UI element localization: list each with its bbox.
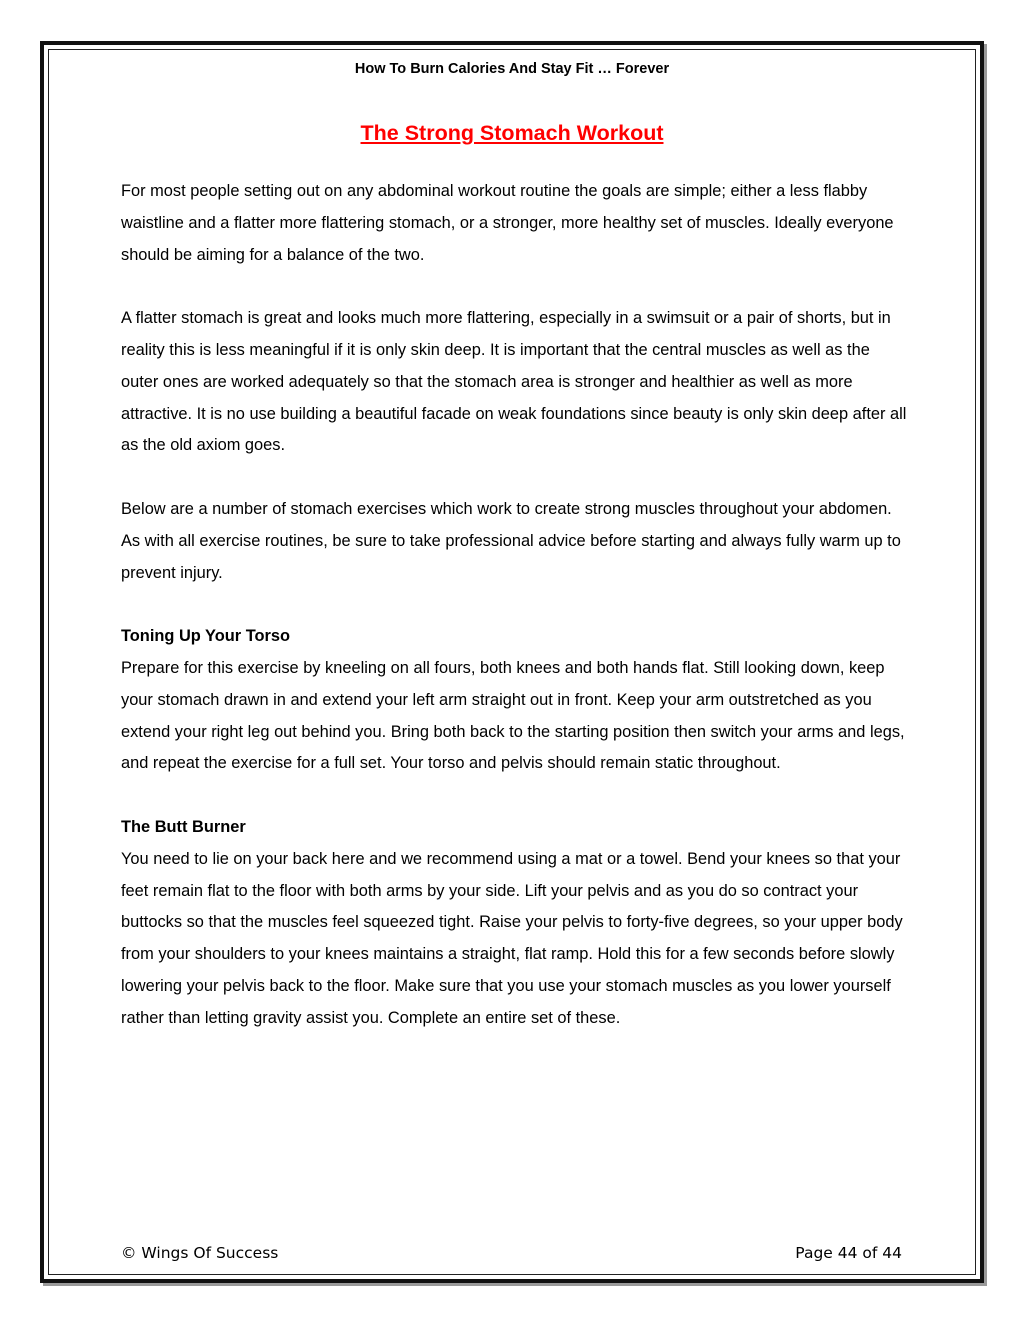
section-toning-torso bbox=[121, 621, 907, 780]
page-title: The Strong Stomach Workout bbox=[360, 121, 664, 145]
running-header: How To Burn Calories And Stay Fit … Forever bbox=[354, 61, 670, 77]
page-number: Page 44 of 44 bbox=[795, 1244, 902, 1262]
section-text: Prepare for this exercise by kneeling on all fours, both knees and both hands flat. Still looking down, keep your stomach drawn in and extend your left arm straight out in front. Keep your arm outstretched as you extend your right leg out behind you. Bring both back to the starting position then switch your arms and legs, and repeat the exercise for a full set. Your torso and pelvis should remain static throughout. bbox=[121, 658, 905, 773]
section-butt-burner bbox=[121, 812, 907, 1035]
paragraph-flatter-stomach: A flatter stomach is great and looks much more flattering, especially in a swimsuit or a pair of shorts, but in reality this is less meaningful if it is only skin deep. It is important that the central muscles as well as the outer ones are worked adequately so that the stomach area is stronger and healthier as well as more attractive. It is no use building a beautiful facade on weak foundations since beauty is only skin deep after all as the old axiom goes. bbox=[121, 309, 907, 455]
page-footer bbox=[121, 1244, 902, 1262]
section-heading: The Butt Burner bbox=[121, 817, 246, 836]
paragraph-intro: For most people setting out on any abdominal workout routine the goals are simple; either a less flabby waistline and a flatter more flattering stomach, or a stronger, more healthy set of muscles. Ideally everyone should be aiming for a balance of the two. bbox=[121, 182, 894, 264]
document-body bbox=[121, 176, 907, 1066]
paragraph-exercises-intro: Below are a number of stomach exercises which work to create strong muscles throughout your abdomen. As with all exercise routines, be sure to take professional advice before starting and always fully warm up to prevent injury. bbox=[121, 499, 901, 582]
section-text: You need to lie on your back here and we recommend using a mat or a towel. Bend your knees so that your feet remain flat to the floor with both arms by your side. Lift your pelvis and as you do so contract your buttocks so that the muscles feel squeezed tight. Raise your pelvis to forty-five degrees, so your upper body from your shoulders to your knees maintains a straight, flat ramp. Hold this for a few seconds before slowly lowering your pelvis back to the floor. Make sure that you use your stomach muscles as you lower yourself rather than letting gravity assist you. Complete an entire set of these. bbox=[121, 849, 903, 1027]
copyright-notice: © Wings Of Success bbox=[121, 1244, 279, 1262]
section-heading: Toning Up Your Torso bbox=[121, 627, 291, 646]
